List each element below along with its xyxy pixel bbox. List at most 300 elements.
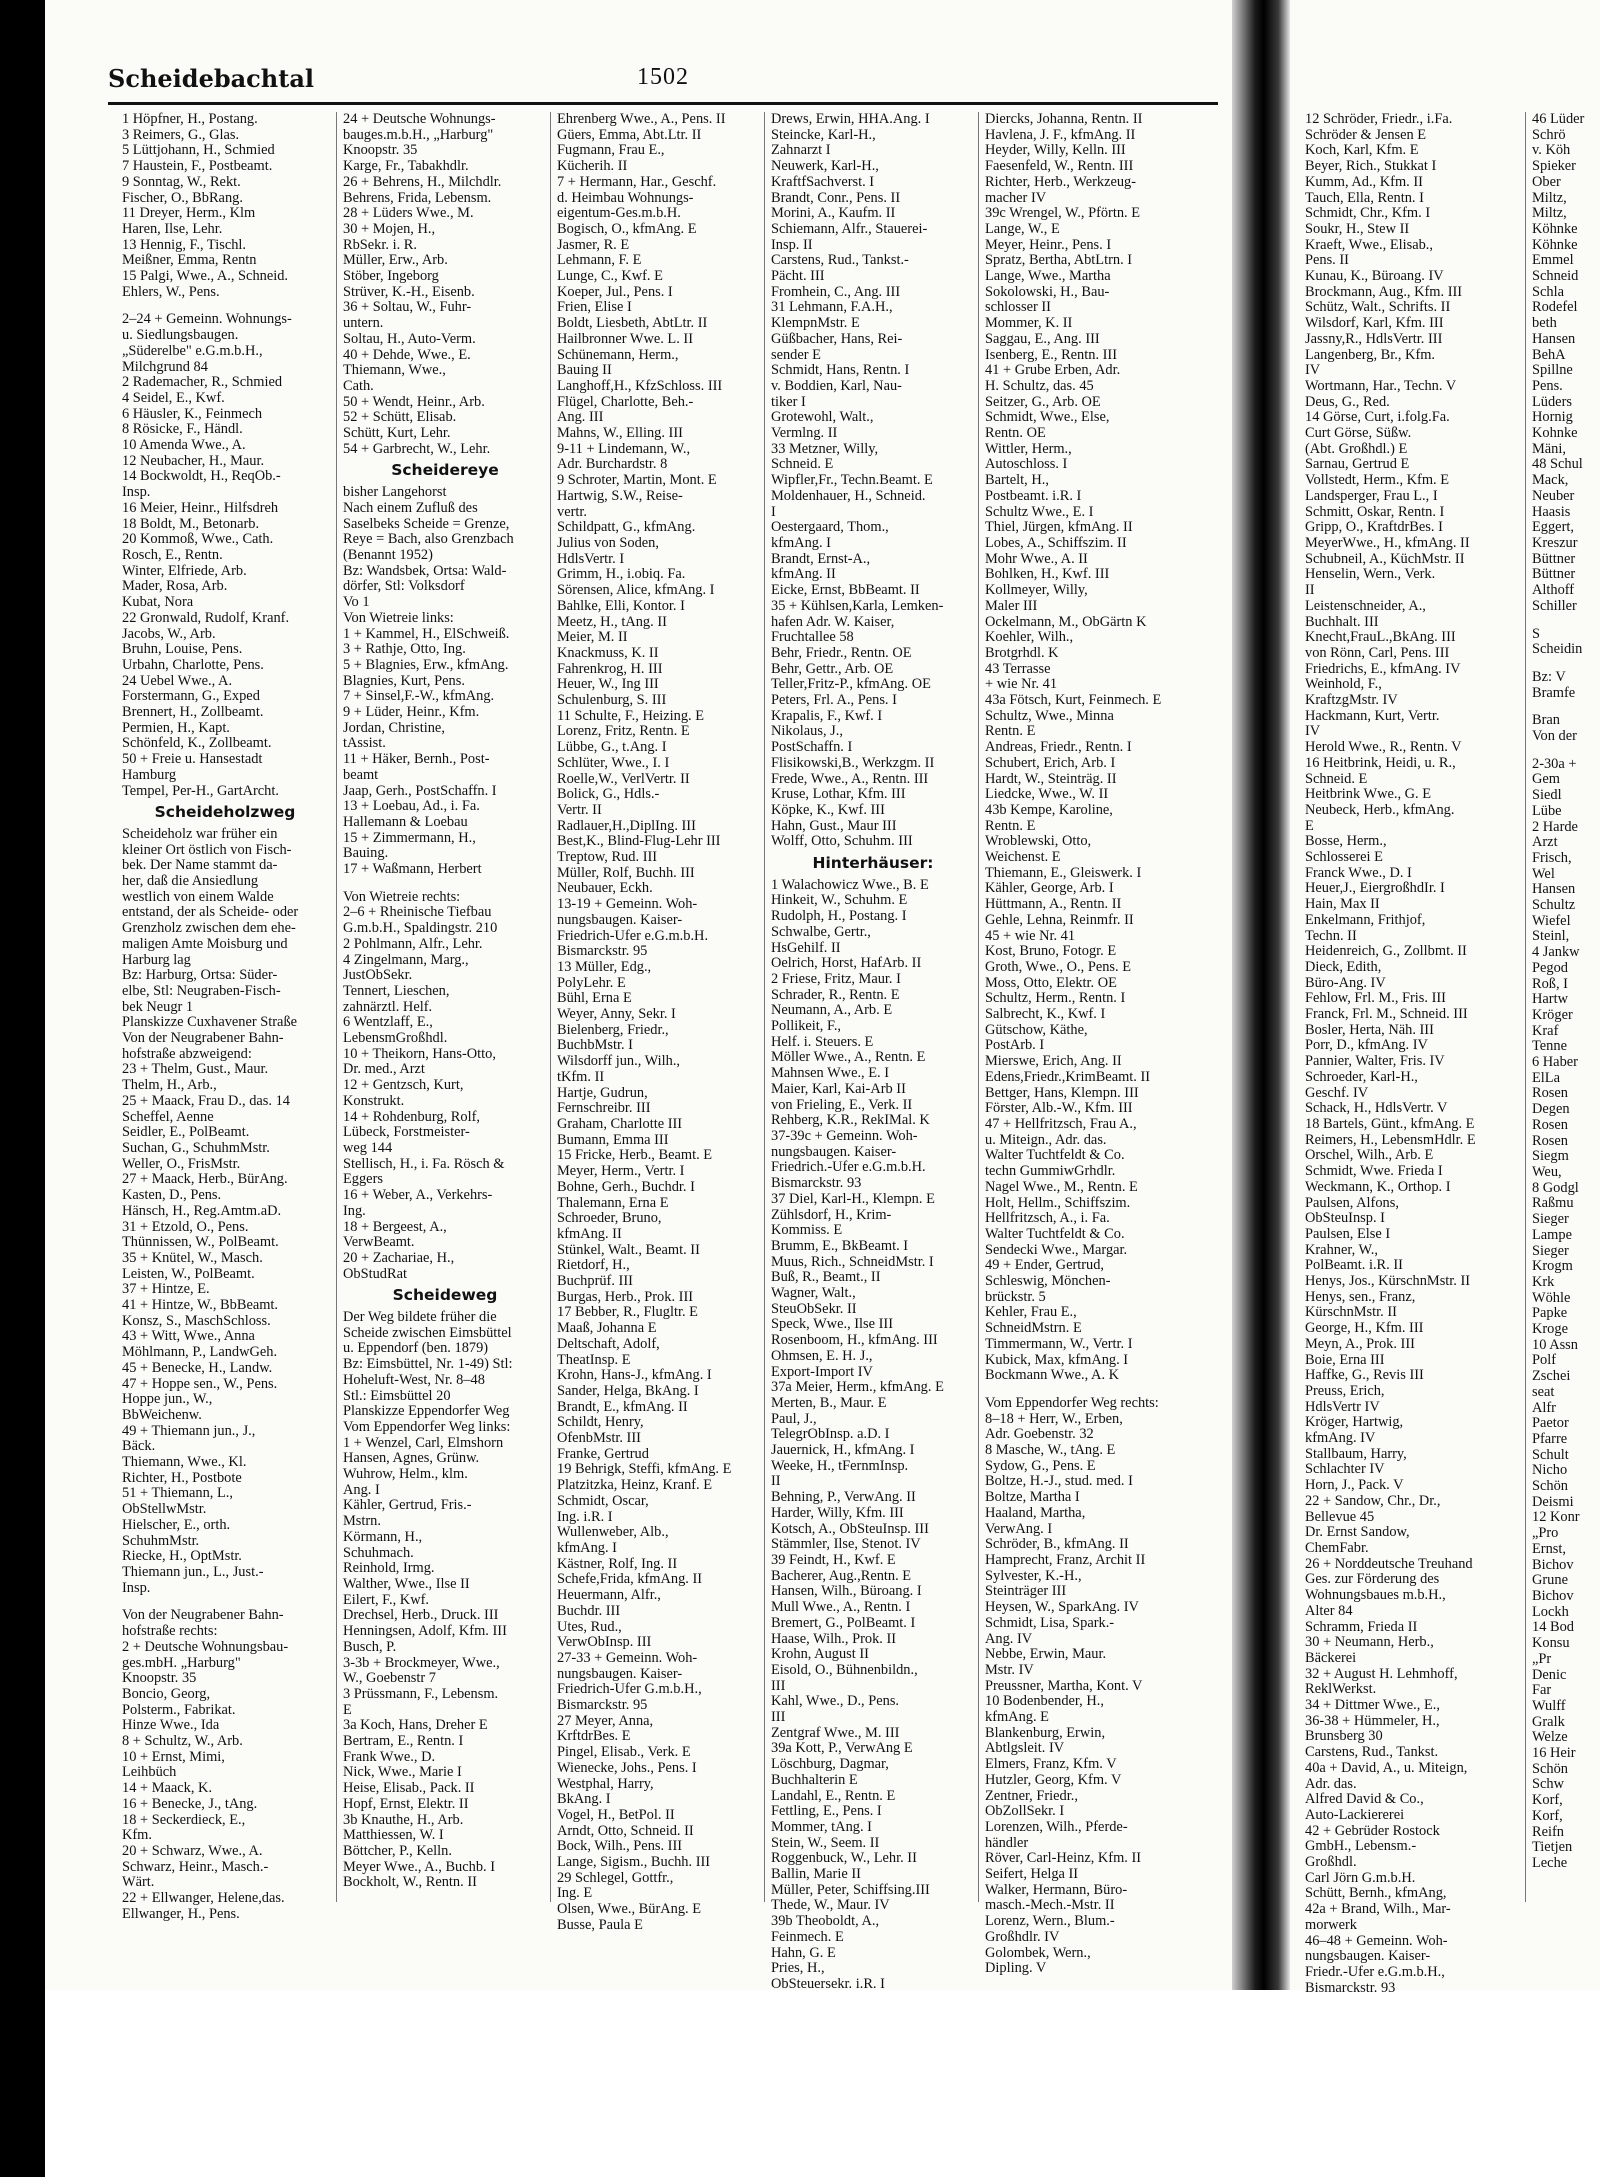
- directory-line: Nikolaus, J.,: [771, 723, 843, 740]
- directory-line: her, daß die Ansiedlung: [122, 873, 259, 890]
- directory-line: Kasten, D., Pens.: [122, 1187, 222, 1204]
- directory-line: Weichenst. E: [985, 849, 1061, 866]
- directory-line: Emmel: [1532, 252, 1574, 269]
- directory-line: Schütt, Kurt, Lehr.: [343, 425, 451, 442]
- directory-line: kfmAng. I: [771, 534, 831, 551]
- directory-line: Fernschreibr. III: [557, 1100, 651, 1117]
- directory-line: 14 + Rohdenburg, Rolf,: [343, 1108, 480, 1125]
- directory-line: Thede, W., Maur. IV: [771, 1897, 890, 1914]
- directory-line: Sylvester, K.-H.,: [985, 1567, 1082, 1584]
- directory-line: Hutzler, Georg, Kfm. V: [985, 1771, 1122, 1788]
- directory-line: Deismi: [1532, 1493, 1574, 1510]
- directory-line: Der Weg bildete früher die: [343, 1309, 497, 1326]
- directory-line: Frank Wwe., D.: [343, 1748, 436, 1765]
- line-spacer: [343, 878, 547, 890]
- directory-line: Bock, Wilh., Pens. III: [557, 1838, 683, 1855]
- directory-line: Rentn. OE: [985, 425, 1046, 442]
- directory-line: 18 + Bergeest, A.,: [343, 1218, 447, 1235]
- directory-line: PolyLehr. E: [557, 974, 626, 991]
- directory-line: 41 + Grube Erben, Adr.: [985, 362, 1121, 379]
- directory-line: Lüders: [1532, 393, 1572, 410]
- page-header: [108, 62, 1218, 98]
- directory-line: Bertram, E., Rentn. I: [343, 1733, 464, 1750]
- directory-line: Fruchtallee 58: [771, 629, 854, 646]
- directory-line: tKfm. II: [557, 1068, 605, 1085]
- directory-line: Heidenreich, G., Zollbmt. II: [1305, 943, 1467, 960]
- directory-line: ObStellwMstr.: [122, 1501, 207, 1518]
- directory-line: Kröger: [1532, 1006, 1573, 1023]
- directory-line: 14 Görse, Curt, i.folg.Fa.: [1305, 409, 1450, 426]
- directory-line: 14 Bockwoldt, H., ReqOb.-: [122, 468, 281, 485]
- directory-line: beamt: [343, 766, 379, 783]
- directory-line: Mstrn.: [343, 1513, 381, 1530]
- directory-line: zahnärztl. Helf.: [343, 998, 433, 1015]
- directory-line: KraftfSachverst. I: [771, 173, 875, 190]
- directory-line: 3a Koch, Hans, Dreher E: [343, 1717, 488, 1734]
- directory-line: Hornig: [1532, 409, 1573, 426]
- directory-line: Gripp, O., KraftdrBes. I: [1305, 519, 1443, 536]
- directory-line: Siedl: [1532, 787, 1562, 804]
- directory-line: Schildt, Henry,: [557, 1414, 644, 1431]
- directory-line: ges.mbH. „Harburg": [122, 1654, 241, 1671]
- directory-line: Friedr.-Ufer e.G.m.b.H.,: [1305, 1963, 1445, 1980]
- directory-line: Hailbronner Wwe. L. II: [557, 330, 693, 347]
- directory-line: Schneid: [1532, 268, 1579, 285]
- directory-line: Drews, Erwin, HHA.Ang. I: [771, 111, 930, 127]
- directory-line: Walter Tuchtfeldt & Co.: [985, 1225, 1125, 1242]
- directory-line: Wittler, Herm.,: [985, 440, 1072, 457]
- directory-line: Mohr Wwe., A. II: [985, 550, 1088, 567]
- directory-line: Auto-Lackiererei: [1305, 1806, 1405, 1823]
- directory-line: Schlachter IV: [1305, 1461, 1385, 1478]
- directory-line: Edens,Friedr.,KrimBeamt. II: [985, 1068, 1151, 1085]
- directory-line: Vertr. II: [557, 801, 602, 818]
- directory-line: Rosen: [1532, 1116, 1568, 1133]
- directory-line: Hansen: [1532, 330, 1576, 347]
- directory-line: G.m.b.H., Spaldingstr. 210: [343, 920, 498, 937]
- directory-line: kfmAng. II: [557, 1225, 622, 1242]
- directory-line: 5 Lüttjohann, H., Schmied: [122, 142, 275, 159]
- directory-line: Vom Eppendorfer Weg rechts:: [985, 1394, 1159, 1411]
- directory-line: Haasis: [1532, 503, 1571, 520]
- directory-line: Schütt, Bernh., kfmAng,: [1305, 1885, 1447, 1902]
- directory-line: Koeper, Jul., Pens. I: [557, 283, 673, 300]
- directory-line: Hoppe jun., W.,: [122, 1391, 213, 1408]
- directory-line: 39 Feindt, H., Kwf. E: [771, 1551, 896, 1568]
- directory-line: Landahl, E., Rentn. E: [771, 1787, 896, 1804]
- directory-line: Stallbaum, Harry,: [1305, 1445, 1407, 1462]
- directory-line: 9 Schroter, Martin, Mont. E: [557, 472, 717, 489]
- directory-line: von Frieling, E., Verk. II: [771, 1096, 913, 1113]
- directory-line: Ehlers, W., Pens.: [122, 283, 220, 300]
- directory-line: Möller Wwe., A., Rentn. E: [771, 1049, 926, 1066]
- directory-line: Zahnarzt I: [771, 142, 831, 159]
- directory-line: Golombek, Wern.,: [985, 1944, 1091, 1961]
- directory-line: Mahns, W., Elling. III: [557, 425, 683, 442]
- directory-line: Neuwerk, Karl-H.,: [771, 158, 879, 175]
- directory-line: Landsperger, Frau L., I: [1305, 487, 1438, 504]
- directory-line: KraftzgMstr. IV: [1305, 692, 1398, 709]
- directory-line: Kroge: [1532, 1321, 1568, 1338]
- directory-line: Paulsen, Alfons,: [1305, 1194, 1399, 1211]
- directory-columns: [122, 111, 1222, 1992]
- directory-line: 7 + Sinsel,F.-W., kfmAng.: [343, 688, 495, 705]
- directory-line: 37-39c + Gemeinn. Woh-: [771, 1128, 918, 1144]
- directory-line: Sander, Helga, BkAng. I: [557, 1382, 699, 1399]
- directory-line: Spratz, Bertha, AbtLtrn. I: [985, 252, 1133, 269]
- directory-line: PolBeamt. i.R. II: [1305, 1257, 1403, 1274]
- directory-line: Behr, Friedr., Rentn. OE: [771, 644, 912, 661]
- directory-line: Dieck, Edith,: [1305, 958, 1382, 975]
- directory-line: Thiemann jun., L., Just.-: [122, 1563, 264, 1580]
- directory-line: 13 Müller, Edg.,: [557, 958, 652, 975]
- directory-line: 43 Terrasse: [985, 660, 1051, 677]
- directory-line: Roelle,W., VerlVertr. II: [557, 770, 690, 787]
- directory-line: IV: [1305, 723, 1321, 740]
- directory-line: 20 + Zachariae, H.,: [343, 1249, 455, 1266]
- directory-line: Stünkel, Walt., Beamt. II: [557, 1241, 700, 1258]
- directory-line: 17 Bebber, R., Flugltr. E: [557, 1304, 698, 1321]
- directory-line: 48 Schul: [1532, 456, 1583, 473]
- directory-line: tiker I: [771, 393, 806, 410]
- directory-line: HdlsVertr IV: [1305, 1398, 1380, 1415]
- directory-line: Hahn, G. E: [771, 1944, 836, 1961]
- directory-line: HsGehilf. II: [771, 939, 841, 956]
- directory-line: Fettling, E., Pens. I: [771, 1803, 882, 1820]
- directory-line: Bohne, Gerh., Buchdr. I: [557, 1178, 695, 1195]
- directory-line: 27 + Maack, Herb., BürAng.: [122, 1171, 288, 1188]
- directory-line: Bielenberg, Friedr.,: [557, 1021, 669, 1038]
- directory-line: Hansen: [1532, 881, 1576, 898]
- directory-line: Hackmann, Kurt, Vertr.: [1305, 707, 1440, 724]
- directory-line: Oelrich, Horst, HafArb. II: [771, 955, 922, 972]
- directory-line: Paetor: [1532, 1415, 1569, 1432]
- directory-line: 2–6 + Rheinische Tiefbau: [343, 904, 492, 921]
- directory-line: Lockh: [1532, 1603, 1569, 1620]
- directory-line: 49 + Thiemann jun., J.,: [122, 1422, 256, 1439]
- directory-line: 3b Knauthe, H., Arb.: [343, 1811, 464, 1828]
- directory-line: Platzitzka, Heinz, Kranf. E: [557, 1477, 713, 1494]
- directory-line: Hansen, Wilh., Büroang. I: [771, 1583, 922, 1600]
- directory-line: Schön: [1532, 1478, 1568, 1495]
- directory-line: Gütschow, Käthe,: [985, 1021, 1088, 1038]
- directory-line: Maler III: [985, 597, 1038, 614]
- directory-line: 42 + Gebrüder Rostock: [1305, 1822, 1440, 1839]
- directory-line: Müller, Rolf, Buchh. III: [557, 864, 695, 881]
- directory-line: SchneidMstrn. E: [985, 1320, 1082, 1337]
- directory-line: Schiller: [1532, 597, 1577, 614]
- directory-line: 43b Kempe, Karoline,: [985, 801, 1113, 818]
- directory-line: Scheffel, Aenne: [122, 1108, 214, 1125]
- directory-line: Knoopstr. 35: [343, 142, 418, 159]
- directory-line: 22 + Ellwanger, Helene,das.: [122, 1890, 285, 1907]
- directory-line: 16 Heir: [1532, 1745, 1576, 1762]
- directory-line: Best,K., Blind-Flug-Lehr III: [557, 833, 721, 850]
- directory-line: Deltschaft, Adolf,: [557, 1335, 660, 1352]
- directory-line: Jasmer, R. E: [557, 236, 630, 253]
- directory-line: 35 + Knütel, W., Masch.: [122, 1249, 263, 1266]
- directory-line: Bettger, Hans, Klempn. III: [985, 1084, 1139, 1101]
- directory-line: Weu,: [1532, 1164, 1562, 1180]
- directory-line: 6 Wentzlaff, E.,: [343, 1014, 433, 1031]
- directory-line: Schultz Wwe., E. I: [985, 503, 1094, 520]
- directory-line: Degen: [1532, 1101, 1570, 1118]
- directory-line: Langenberg, Br., Kfm.: [1305, 346, 1436, 363]
- directory-line: Tempel, Per-H., GartArcht.: [122, 782, 279, 799]
- directory-line: Bz: Eimsbüttel, Nr. 1-49) Stl:: [343, 1356, 513, 1373]
- directory-line: Milchgrund 84: [122, 358, 208, 375]
- directory-line: (Benannt 1952): [343, 546, 433, 563]
- directory-line: Haffke, G., Revis III: [1305, 1367, 1424, 1384]
- directory-line: Ang. I: [343, 1481, 380, 1498]
- directory-line: Hielscher, E., orth.: [122, 1516, 231, 1533]
- directory-line: Urbahn, Charlotte, Pens.: [122, 656, 264, 673]
- directory-line: Insp.: [122, 1579, 151, 1596]
- directory-line: Fahrenkrog, H. III: [557, 660, 663, 677]
- directory-line: Schiemann, Alfr., Stauerei-: [771, 220, 928, 237]
- directory-line: Eisold, O., Bühnenbildn.,: [771, 1661, 918, 1678]
- directory-line: Wagner, Walt.,: [771, 1285, 856, 1302]
- directory-line: tAssist.: [343, 735, 386, 752]
- directory-line: Salbrecht, K., Kwf. I: [985, 1006, 1106, 1023]
- directory-line: Suchan, G., SchuhmMstr.: [122, 1140, 270, 1156]
- directory-line: Hopf, Ernst, Elektr. II: [343, 1795, 469, 1812]
- directory-line: Deus, G., Red.: [1305, 393, 1390, 410]
- directory-line: Haase, Wilh., Prok. II: [771, 1630, 897, 1647]
- directory-line: 8 + Schultz, W., Arb.: [122, 1733, 243, 1750]
- directory-line: E: [343, 1701, 352, 1718]
- directory-line: 24 + Deutsche Wohnungs-: [343, 111, 496, 127]
- directory-line: Wiefel: [1532, 912, 1571, 929]
- directory-line: macher IV: [985, 189, 1047, 206]
- directory-line: Kraeft, Wwe., Elisab.,: [1305, 236, 1434, 253]
- directory-line: Havlena, J. F., kfmAng. II: [985, 126, 1136, 143]
- directory-line: Timmermann, W., Vertr. I: [985, 1335, 1133, 1352]
- directory-line: + wie Nr. 41: [985, 676, 1058, 693]
- directory-line: 3 Reimers, G., Glas.: [122, 126, 240, 143]
- directory-line: „Pr: [1532, 1650, 1552, 1667]
- directory-line: Abtlgsleit. IV: [985, 1740, 1065, 1757]
- directory-line: Friedrich-Ufer e.G.m.b.H.: [557, 927, 709, 944]
- directory-line: Krogm: [1532, 1258, 1573, 1275]
- directory-line: Krapalis, F., Kwf. I: [771, 707, 883, 724]
- directory-line: Reimers, H., LebensmHdlr. E: [1305, 1131, 1476, 1148]
- directory-line: Schwalbe, Gertr.,: [771, 923, 871, 940]
- directory-line: dörfer, Stl: Volksdorf: [343, 578, 465, 595]
- directory-line: Steinträger III: [985, 1583, 1067, 1600]
- directory-line: Seifert, Helga II: [985, 1866, 1079, 1883]
- directory-line: Weeke, H., tFernmInsp.: [771, 1457, 909, 1474]
- directory-line: Adr. Goebenstr. 32: [985, 1426, 1094, 1443]
- directory-line: Henys, sen., Franz,: [1305, 1288, 1416, 1305]
- directory-line: Schw: [1532, 1776, 1564, 1793]
- directory-line: Jauernick, H., kfmAng. I: [771, 1442, 915, 1459]
- directory-line: 23 + Thelm, Gust., Maur.: [122, 1061, 269, 1078]
- directory-line: Preuss, Erich,: [1305, 1382, 1385, 1399]
- directory-line: Porr, D., kfmAng. IV: [1305, 1037, 1428, 1054]
- directory-line: u. Miteign., Adr. das.: [985, 1131, 1107, 1148]
- directory-line: Wipfler,Fr., Techn.Beamt. E: [771, 472, 933, 489]
- directory-line: VerwObInsp. III: [557, 1634, 652, 1651]
- directory-line: Wuhrow, Helm., klm.: [343, 1466, 468, 1483]
- directory-line: Strüver, K.-H., Eisenb.: [343, 283, 475, 300]
- directory-line: Schroeder, Karl-H.,: [1305, 1068, 1418, 1085]
- directory-line: 39a Kott, P., VerwAng E: [771, 1740, 913, 1757]
- directory-line: Permien, H., Kapt.: [122, 719, 230, 736]
- directory-line: Bacherer, Aug.,Rentn. E: [771, 1567, 912, 1584]
- directory-line: Paul, J.,: [771, 1410, 817, 1427]
- directory-line: Spieker: [1532, 158, 1576, 175]
- directory-line: 39c Wrengel, W., Pförtn. E: [985, 205, 1141, 222]
- directory-line: nungsbaugen. Kaiser-: [557, 1665, 683, 1682]
- directory-line: Köpke, K., Kwf. III: [771, 801, 885, 818]
- directory-line: Kehler, Frau E.,: [985, 1304, 1077, 1321]
- directory-line: 46–48 + Gemeinn. Woh-: [1305, 1932, 1448, 1949]
- directory-line: OfenbMstr. III: [557, 1430, 641, 1447]
- directory-line: ElLa: [1532, 1069, 1560, 1086]
- directory-line: Maaß, Johanna E: [557, 1320, 657, 1337]
- directory-line: Schleswig, Mönchen-: [985, 1273, 1111, 1290]
- directory-line: untern.: [343, 315, 384, 332]
- directory-line: Schneid. E: [1305, 770, 1368, 787]
- directory-line: Eggert,: [1532, 519, 1574, 536]
- directory-line: Helf. i. Steuers. E: [771, 1033, 874, 1050]
- directory-line: von Rönn, Carl, Pens. III: [1305, 644, 1450, 661]
- directory-line: Meyer Wwe., A., Buchb. I: [343, 1858, 496, 1875]
- directory-line: Rosen: [1532, 1085, 1568, 1102]
- directory-line: 29 Schlegel, Gottfr.,: [557, 1869, 674, 1886]
- directory-line: Pegod: [1532, 959, 1568, 976]
- directory-line: Pingel, Elisab., Verk. E: [557, 1744, 691, 1761]
- directory-line: Insp. II: [771, 236, 813, 253]
- directory-line: 7 Haustein, F., Postbeamt.: [122, 158, 273, 175]
- directory-line: Buchhalterin E: [771, 1771, 858, 1788]
- directory-line: 43a Fötsch, Kurt, Feinmech. E: [985, 692, 1162, 709]
- directory-line: Boltze, H.-J., stud. med. I: [985, 1473, 1133, 1490]
- directory-line: 12 Schröder, Friedr., i.Fa.: [1305, 111, 1453, 127]
- directory-line: 11 Schulte, F., Heizing. E: [557, 707, 704, 724]
- directory-line: Denic: [1532, 1666, 1567, 1683]
- directory-line: Moss, Otto, Elektr. OE: [985, 974, 1117, 991]
- directory-line: Mstr. IV: [985, 1661, 1034, 1678]
- directory-line: Bichov: [1532, 1556, 1574, 1573]
- directory-line: Miltz,: [1532, 189, 1567, 206]
- directory-line: Flisikowski,B., Werkzgm. II: [771, 754, 935, 771]
- directory-line: Roß, I: [1532, 975, 1568, 992]
- directory-line: Rosch, E., Rentn.: [122, 546, 223, 563]
- directory-line: Buß, R., Beamt., II: [771, 1269, 881, 1286]
- directory-line: Teller,Fritz-P., kfmAng. OE: [771, 676, 931, 693]
- directory-line: Ing. E: [557, 1885, 593, 1902]
- directory-line: RbSekr. i. R.: [343, 236, 417, 253]
- directory-line: Lange, W., E: [985, 220, 1060, 237]
- directory-line: Treptow, Rud. III: [557, 849, 658, 866]
- directory-line: 34 + Dittmer Wwe., E.,: [1305, 1697, 1440, 1714]
- directory-line: Heyder, Willy, Kelln. III: [985, 142, 1126, 159]
- directory-line: Hartwig, S.W., Reise-: [557, 487, 683, 504]
- directory-line: Zentner, Friedr.,: [985, 1787, 1078, 1804]
- directory-line: Raßmu: [1532, 1195, 1574, 1212]
- directory-line: Drechsel, Herb., Druck. III: [343, 1607, 499, 1624]
- directory-line: 16 Heitbrink, Heidi, u. R.,: [1305, 754, 1456, 771]
- directory-column-4: [764, 111, 975, 1992]
- directory-line: ObZollSekr. I: [985, 1803, 1065, 1820]
- directory-line: 8 Masche, W., tAng. E: [985, 1442, 1116, 1459]
- directory-line: Jassny,R., HdlsVertr. III: [1305, 330, 1443, 347]
- directory-line: Riecke, H., OptMstr.: [122, 1548, 242, 1565]
- directory-line: 16 + Weber, A., Verkehrs-: [343, 1187, 493, 1204]
- directory-line: Thiel, Jürgen, kfmAng. II: [985, 519, 1133, 536]
- directory-line: Hahn, Gust., Maur III: [771, 817, 897, 834]
- directory-line: Meyer, Herm., Vertr. I: [557, 1163, 685, 1180]
- directory-line: Alfred David & Co.,: [1305, 1791, 1424, 1808]
- directory-line: Scheide zwischen Eimsbüttel: [343, 1324, 512, 1341]
- directory-line: Julius von Soden,: [557, 534, 659, 551]
- directory-line: Kohnke: [1532, 425, 1578, 442]
- directory-line: Weinhold, F.,: [1305, 676, 1382, 693]
- directory-line: Haaland, Martha,: [985, 1504, 1086, 1521]
- directory-line: Fromhein, C., Ang. III: [771, 283, 901, 300]
- directory-line: Hüttmann, A., Rentn. II: [985, 896, 1122, 913]
- directory-line: Faesenfeld, W., Rentn. III: [985, 158, 1134, 175]
- directory-line: 33 Metzner, Willy,: [771, 440, 879, 457]
- directory-line: BbWeichenw.: [122, 1406, 202, 1423]
- directory-line: Lorenzen, Wilh., Pferde-: [985, 1818, 1128, 1835]
- directory-line: Miltz,: [1532, 205, 1567, 222]
- directory-line: Thelm, H., Arb.,: [122, 1077, 217, 1094]
- directory-line: Bismarckstr. 95: [557, 1697, 648, 1714]
- directory-line: „Süderelbe" e.G.m.b.H.,: [122, 342, 263, 359]
- directory-line: Rosenboom, H., kfmAng. III: [771, 1332, 938, 1349]
- directory-line: Schlosserei E: [1305, 849, 1383, 866]
- directory-line: III: [771, 1677, 786, 1694]
- directory-line: Walther, Wwe., Ilse II: [343, 1575, 470, 1592]
- directory-line: Von Wietreie rechts:: [343, 888, 461, 905]
- directory-line: 2 Rademacher, R., Schmied: [122, 374, 283, 391]
- directory-line: Burgas, Herb., Prok. III: [557, 1288, 694, 1305]
- directory-line: Schack, H., HdlsVertr. V: [1305, 1100, 1448, 1117]
- directory-line: Sendecki Wwe., Margar.: [985, 1241, 1128, 1258]
- directory-line: maligen Amte Moisburg und: [122, 935, 288, 952]
- directory-line: Lunge, C., Kwf. E: [557, 268, 663, 285]
- directory-line: Hellfritzsch, A., i. Fa.: [985, 1210, 1110, 1227]
- directory-line: 1 + Wenzel, Carl, Elmshorn: [343, 1434, 504, 1451]
- directory-column-3: [550, 111, 761, 1933]
- directory-line: Ing. i.R. I: [557, 1508, 613, 1525]
- directory-line: Walter Tuchtfeldt & Co.: [985, 1147, 1125, 1164]
- directory-line: 3 Prüssmann, F., Lebensm.: [343, 1685, 499, 1702]
- directory-line: Brumm, E., BkBeamt. I: [771, 1237, 909, 1254]
- directory-line: Henselin, Wern., Verk.: [1305, 566, 1436, 583]
- directory-line: Lübe: [1532, 802, 1562, 819]
- directory-line: Althoff: [1532, 582, 1575, 599]
- directory-line: 18 + Seckerdieck, E.,: [122, 1811, 246, 1828]
- directory-line: Utes, Rud.,: [557, 1618, 622, 1635]
- directory-line: Heysen, W., SparkAng. IV: [985, 1599, 1139, 1616]
- directory-line: 42a + Brand, Wilh., Mar-: [1305, 1901, 1451, 1918]
- directory-line: Karge, Fr., Tabakhdlr.: [343, 158, 469, 175]
- directory-line: Nick, Wwe., Marie I: [343, 1764, 462, 1781]
- directory-line: 6 Häusler, K., Feinmech: [122, 405, 263, 422]
- directory-line: (Abt. Großhdl.) E: [1305, 440, 1408, 457]
- directory-line: 45 + Benecke, H., Landw.: [122, 1359, 273, 1376]
- directory-line: BkAng. I: [557, 1791, 611, 1808]
- directory-line: 20 Kommoß, Wwe., Cath.: [122, 531, 274, 548]
- directory-line: Wortmann, Har., Techn. V: [1305, 377, 1457, 394]
- directory-line: Von der: [1532, 728, 1577, 745]
- directory-line: 10 Assn: [1532, 1336, 1578, 1353]
- directory-line: entstand, der als Scheide- oder: [122, 904, 299, 921]
